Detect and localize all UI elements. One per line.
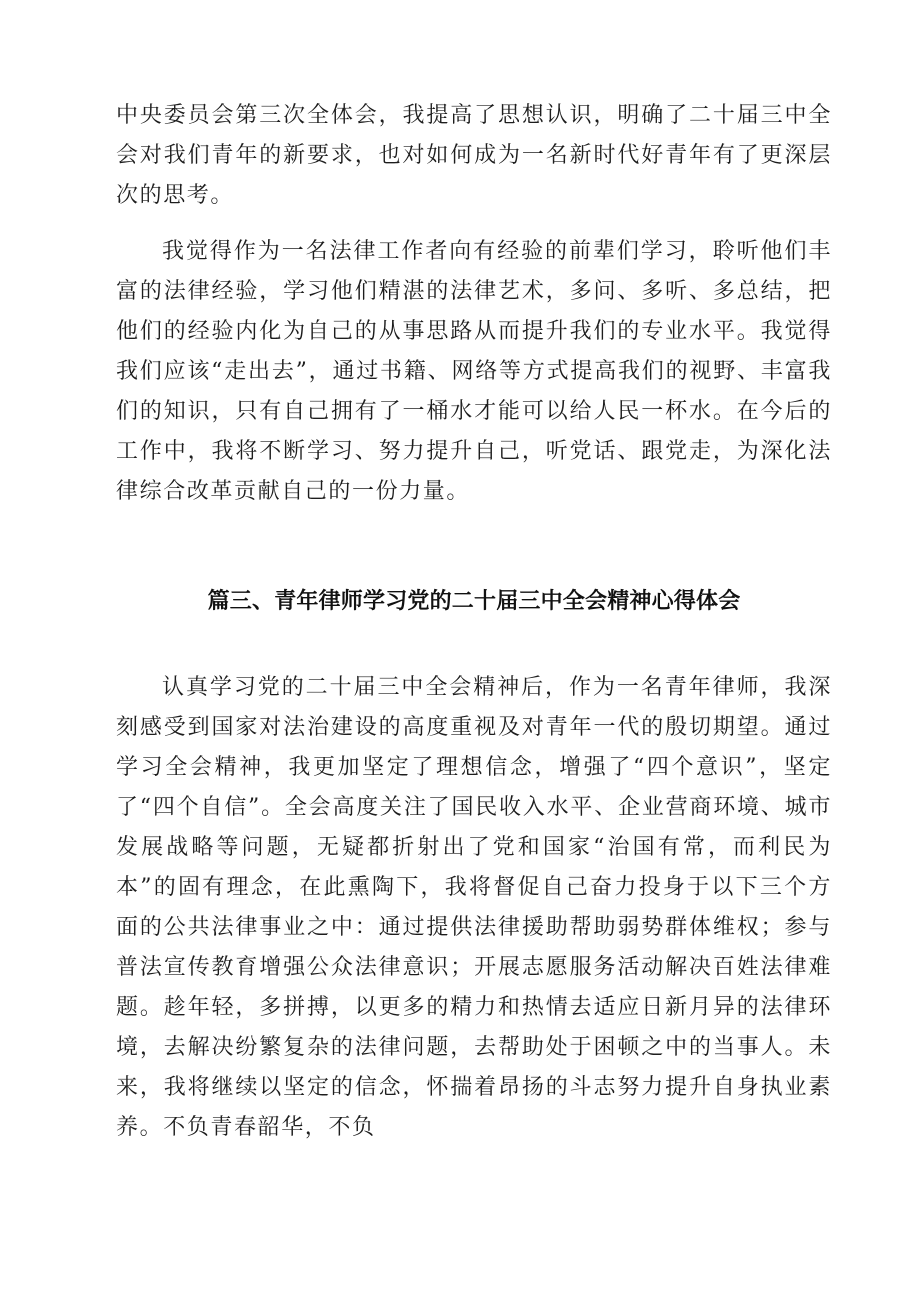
paragraph-young-lawyer: 认真学习党的二十届三中全会精神后，作为一名青年律师，我深刻感受到国家对法治建设的高度重视及对青年一代的殷切期望。通过学习全会精神，我更加坚定了理想信念，增强了“四个意识”，坚定了“四个自信”。全会高度关注了国民收入水平、企业营商环境、城市发展战略等问题，无疑都折射出了党和国家“治国有常，而利民为本”的固有理念，在此熏陶下，我将督促自己奋力投身于以下三个方面的公共法律事业之中：通过提供法律援助帮助弱势群体维权；参与普法宣传教育增强公众法律意识；开展志愿服务活动解决百姓法律难题。趁年轻，多拼搏，以更多的精力和热情去适应日新月异的法律环境，去解决纷繁复杂的法律问题，去帮助处于困顿之中的当事人。未来，我将继续以坚定的信念，怀揣着昂扬的斗志努力提升自身执业素养。不负青春韶华，不负 [116,675,832,1140]
paragraph-continued: 中央委员会第三次全体会，我提高了思想认识，明确了二十届三中全会对我们青年的新要求，也对如何成为一名新时代好青年有了更深层次的思考。 [116,103,832,208]
paragraph-legal-learning: 我觉得作为一名法律工作者向有经验的前辈们学习，聆听他们丰富的法律经验，学习他们精湛的法律艺术，多问、多听、多总结，把他们的经验内化为自己的从事思路从而提升我们的专业水平。我觉得我们应该“走出去”，通过书籍、网络等方式提高我们的视野、丰富我们的知识，只有自己拥有了一桶水才能可以给人民一杯水。在今后的工作中，我将不断学习、努力提升自己，听党话、跟党走，为深化法律综合改革贡献自己的一份力量。 [116,239,832,504]
section-heading: 篇三、青年律师学习党的二十届三中全会精神心得体会 [207,589,741,614]
